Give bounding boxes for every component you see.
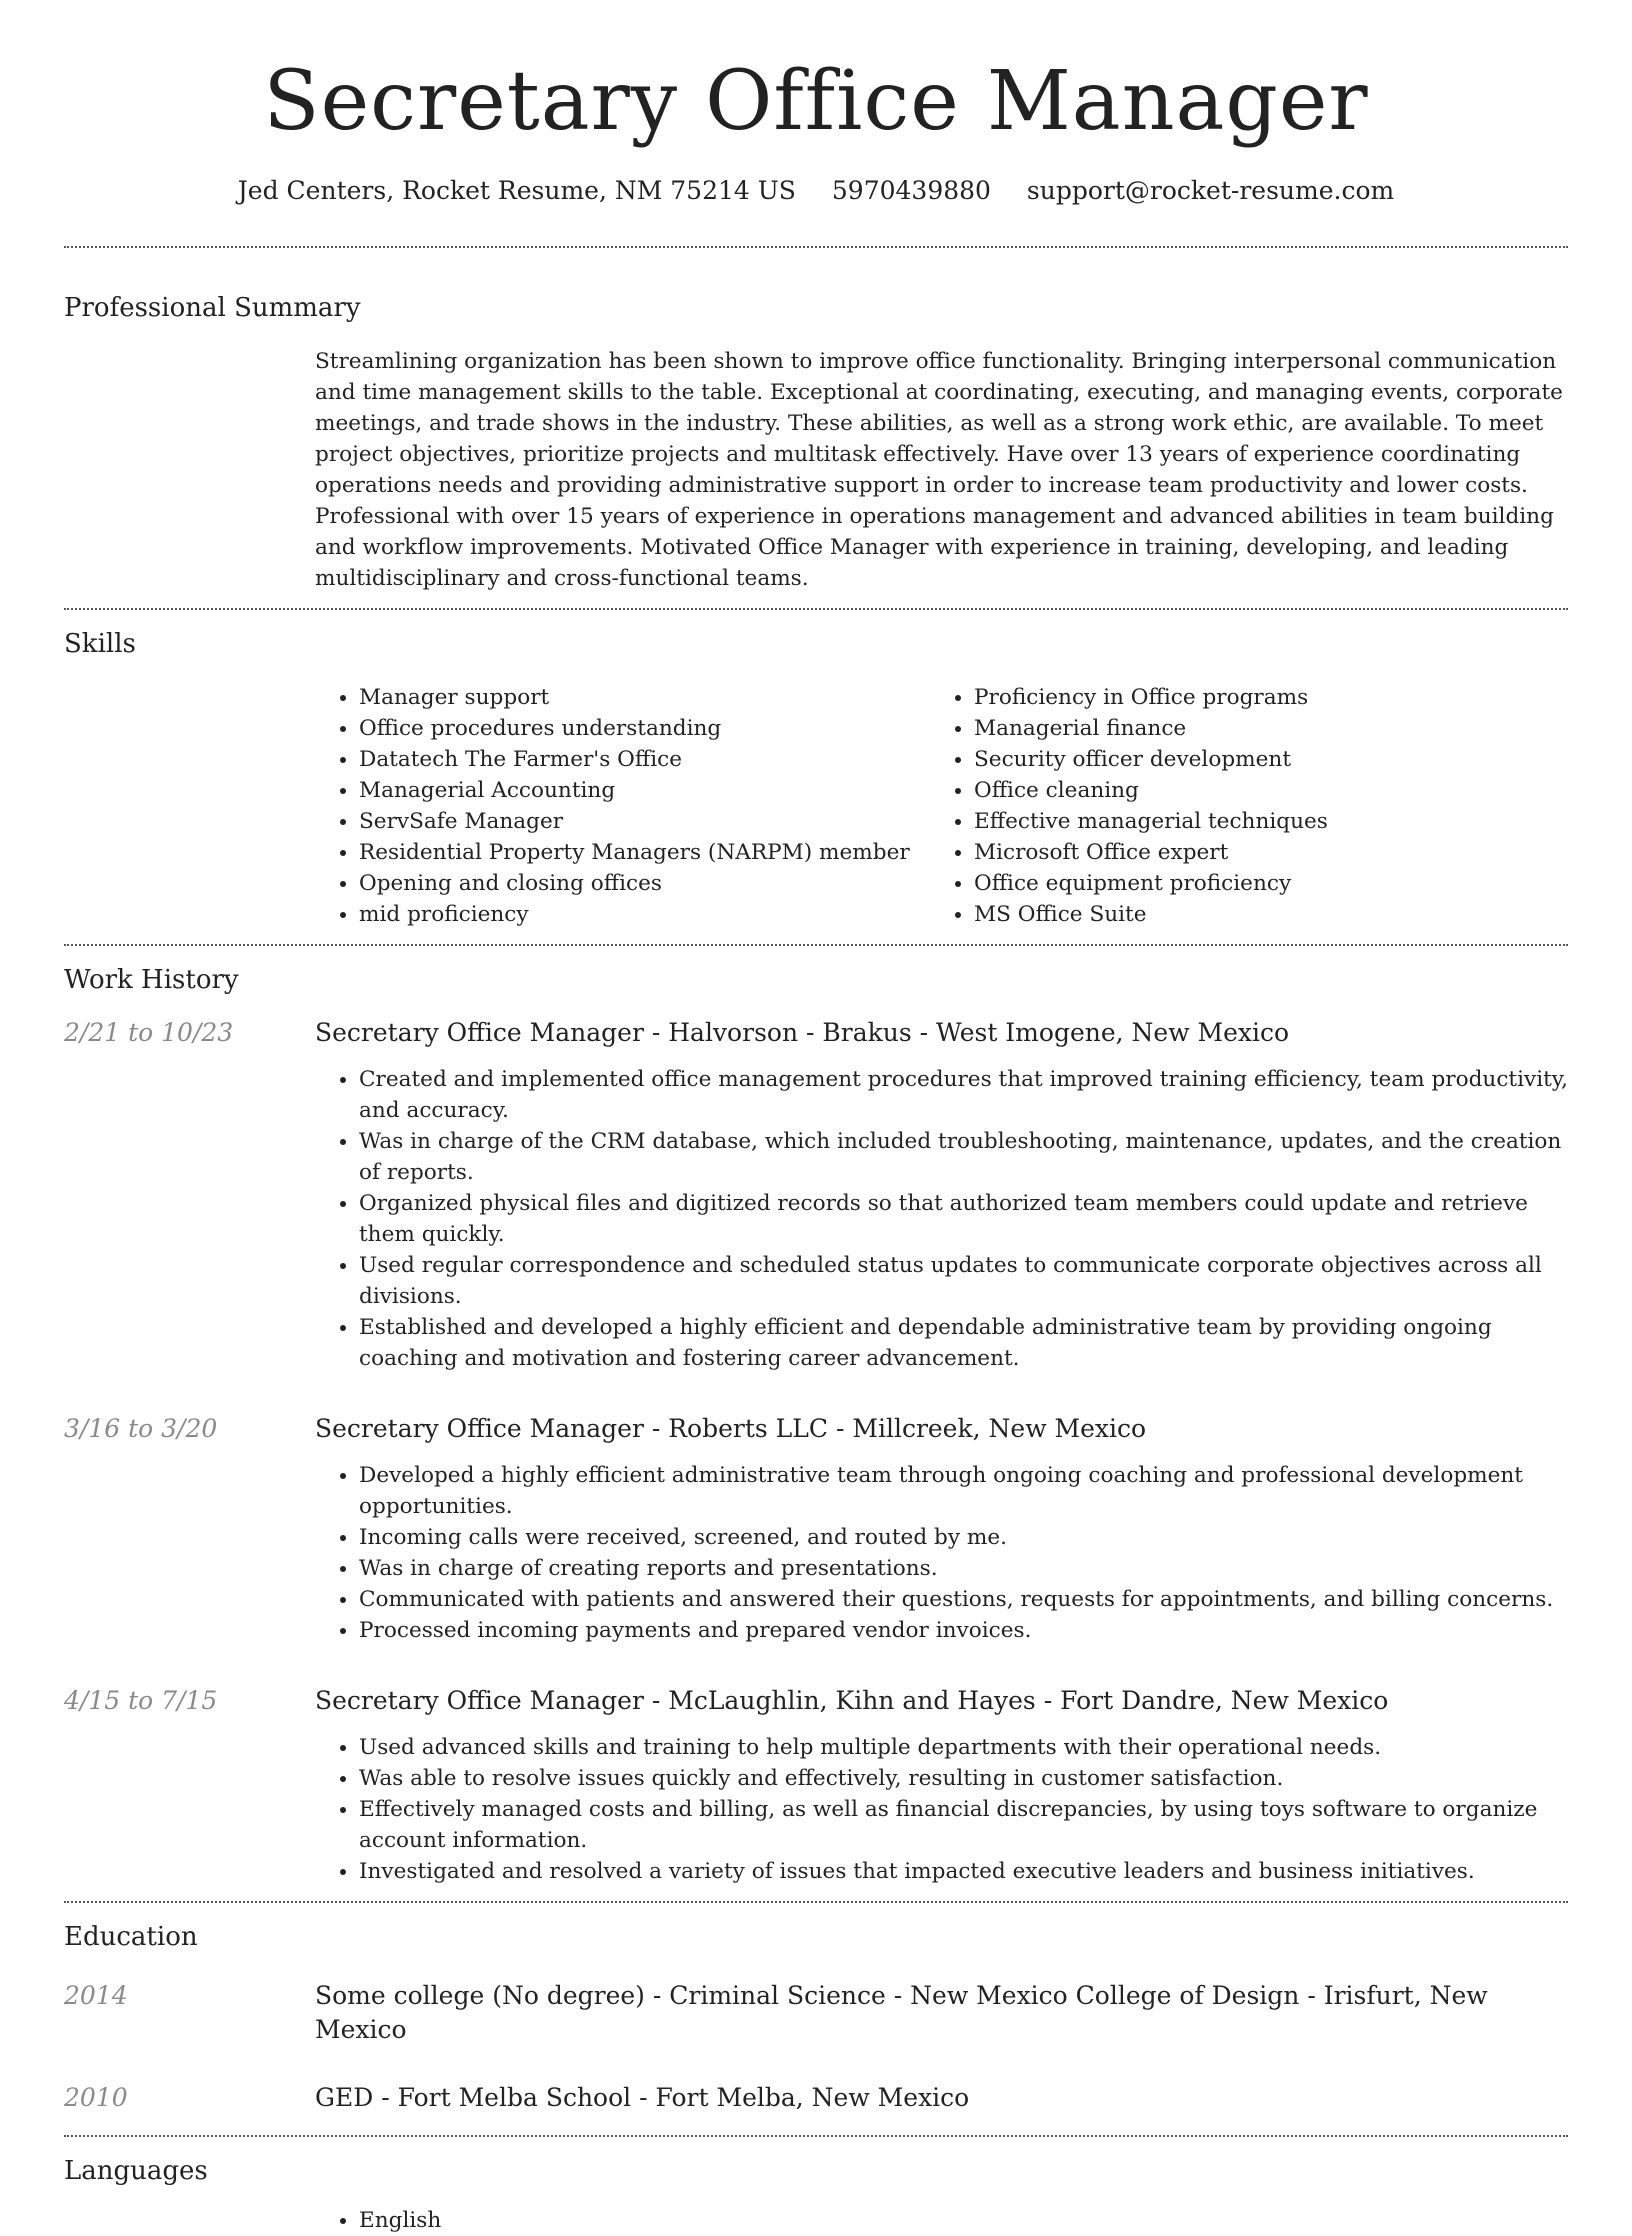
job-bullet: • Used regular correspondence and scheduled status updates to communicate corporate objectives across all divisions. (359, 1250, 1568, 1312)
contact-line (64, 176, 1568, 206)
job-title: Secretary Office Manager - McLaughlin, Kihn and Hayes - Fort Dandre, New Mexico (315, 1686, 1389, 1715)
job-bullet: • Incoming calls were received, screened, and routed by me. (359, 1522, 1568, 1553)
summary-section (64, 292, 1568, 594)
education-entry (64, 2081, 1568, 2115)
resume-name: Secretary Office Manager (263, 54, 1369, 149)
skill-item: • Proficiency in Office programs (974, 682, 1328, 713)
job-bullets (315, 1460, 1568, 1646)
skill-item: • Office cleaning (974, 775, 1328, 806)
education-title: GED - Fort Melba School - Fort Melba, New Mexico (315, 2083, 970, 2112)
skills-grid (315, 682, 1568, 930)
job-title: Secretary Office Manager - Halvorson - Brakus - West Imogene, New Mexico (315, 1018, 1290, 1047)
skill-item: • Office procedures understanding (359, 713, 930, 744)
languages-heading: Languages (64, 2156, 208, 2186)
education-entry (64, 1979, 1568, 2047)
language-item: • English (359, 2205, 1568, 2236)
skill-item: • Managerial Accounting (359, 775, 930, 806)
job-bullet: • Communicated with patients and answered their questions, requests for appointments, and billing concerns. (359, 1584, 1568, 1615)
education-date: 2010 (64, 2083, 128, 2112)
job-entry (64, 1016, 1568, 1374)
job-details (315, 1684, 1568, 1887)
summary-heading: Professional Summary (64, 293, 361, 323)
skill-item: • MS Office Suite (974, 899, 1328, 930)
skill-item: • mid proficiency (359, 899, 930, 930)
education-date: 2014 (64, 1981, 128, 2010)
skill-item: • Managerial finance (974, 713, 1328, 744)
contact-address: Jed Centers, Rocket Resume, NM 75214 US (237, 176, 796, 205)
work-history-heading: Work History (64, 965, 239, 995)
job-entry (64, 1412, 1568, 1646)
skill-item: • ServSafe Manager (359, 806, 930, 837)
job-bullet: • Developed a highly efficient administrative team through ongoing coaching and professional development opportunities. (359, 1460, 1568, 1522)
skill-item: • Manager support (359, 682, 930, 713)
job-date: 2/21 to 10/23 (64, 1018, 234, 1047)
divider (64, 246, 1568, 248)
job-bullets (315, 1732, 1568, 1887)
job-bullet: • Was in charge of creating reports and presentations. (359, 1553, 1568, 1584)
education-heading: Education (64, 1922, 198, 1952)
job-bullet: • Established and developed a highly efficient and dependable administrative team by providing ongoing coaching and motivation and fostering career advancement. (359, 1312, 1568, 1374)
summary-text: Streamlining organization has been shown to improve office functionality. Bringing interpersonal communication and time management skills to the table. Exceptional at coordinating, executing, and managing events, corporate meetings, and trade shows in the industry. These abilities, as well as a strong work ethic, are available. To meet project objectives, prioritize projects and multitask effectively. Have over 13 years of experience coordinating operations needs and providing administrative support in order to increase team productivity and lower costs. Professional with over 15 years of experience in operations management and advanced abilities in team building and workflow improvements. Motivated Office Manager with experience in training, developing, and leading multidisciplinary and cross-functional teams. (315, 349, 1563, 591)
work-history-section (64, 946, 1568, 1887)
job-bullet: • Effectively managed costs and billing, as well as financial discrepancies, by using toys software to organize account information. (359, 1794, 1568, 1856)
languages-section (64, 2137, 1568, 2236)
skills-column-right (930, 682, 1328, 930)
job-details (315, 1412, 1568, 1646)
skill-item: • Residential Property Managers (NARPM) member (359, 837, 930, 868)
skill-item: • Datatech The Farmer's Office (359, 744, 930, 775)
skills-heading: Skills (64, 629, 136, 659)
skill-item: • Microsoft Office expert (974, 837, 1328, 868)
job-bullets (315, 1064, 1568, 1374)
education-section (64, 1903, 1568, 2135)
skill-item: • Opening and closing offices (359, 868, 930, 899)
job-bullet: • Investigated and resolved a variety of issues that impacted executive leaders and business initiatives. (359, 1856, 1568, 1887)
skill-item: • Effective managerial techniques (974, 806, 1328, 837)
contact-phone: 5970439880 (831, 176, 991, 205)
job-bullet: • Was in charge of the CRM database, which included troubleshooting, maintenance, updates, and the creation of reports. (359, 1126, 1568, 1188)
job-bullet: • Created and implemented office management procedures that improved training efficiency, team productivity, and accuracy. (359, 1064, 1568, 1126)
skills-section (64, 610, 1568, 930)
education-title: Some college (No degree) - Criminal Science - New Mexico College of Design - Irisfurt, New Mexico (315, 1981, 1488, 2044)
contact-email[interactable]: support@rocket-resume.com (1026, 176, 1395, 205)
job-title: Secretary Office Manager - Roberts LLC - Millcreek, New Mexico (315, 1414, 1147, 1443)
job-date: 3/16 to 3/20 (64, 1414, 218, 1443)
job-bullet: • Used advanced skills and training to help multiple departments with their operational needs. (359, 1732, 1568, 1763)
skill-item: • Office equipment proficiency (974, 868, 1328, 899)
job-details (315, 1016, 1568, 1374)
skills-column-left (315, 682, 930, 930)
skill-item: • Security officer development (974, 744, 1328, 775)
job-date: 4/15 to 7/15 (64, 1686, 218, 1715)
job-entry (64, 1684, 1568, 1887)
languages-list (315, 2205, 1568, 2236)
job-bullet: • Organized physical files and digitized records so that authorized team members could update and retrieve them quickly. (359, 1188, 1568, 1250)
job-bullet: • Processed incoming payments and prepared vendor invoices. (359, 1615, 1568, 1646)
job-bullet: • Was able to resolve issues quickly and effectively, resulting in customer satisfaction. (359, 1763, 1568, 1794)
